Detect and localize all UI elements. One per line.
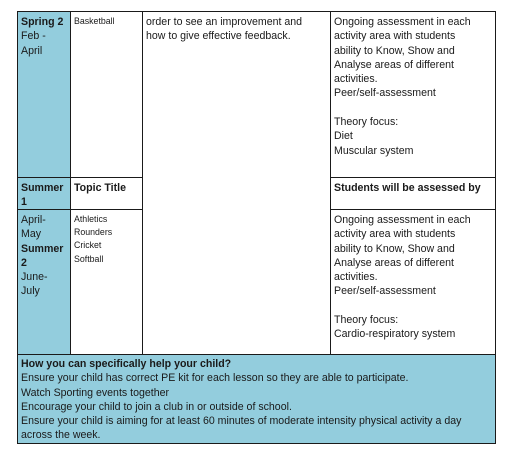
assessment-line: ability to Know, Show and (334, 242, 455, 255)
summer2-term-label: Summer (21, 242, 64, 255)
topic-title-header: Topic Title (71, 178, 143, 210)
help-line: Watch Sporting events together (21, 386, 170, 399)
assessment-line: Peer/self-assessment (334, 87, 436, 100)
spring-assessment-cell (331, 12, 495, 178)
help-line: across the week. (21, 429, 101, 442)
help-line: Encourage your child to join a club in or outside of school. (21, 400, 292, 413)
assessment-line: activity area with students (334, 228, 456, 241)
summer-objectives-cell (143, 178, 331, 355)
summer-dates-line: July (21, 285, 40, 298)
assessment-line: Analyse areas of different (334, 58, 454, 71)
theory-item: Muscular system (334, 144, 414, 157)
assessment-line: activities. (334, 73, 378, 86)
summer-assessment-cell (331, 210, 495, 355)
assessment-line: ability to Know, Show and (334, 44, 455, 57)
summer1-term-number: 1 (21, 196, 27, 209)
theory-focus-label: Theory focus: (334, 314, 399, 327)
summer1-term-cell (18, 178, 71, 210)
assessment-line: Ongoing assessment in each (334, 16, 471, 28)
pe-curriculum-table (17, 11, 496, 444)
spring-term-cell (18, 12, 71, 178)
theory-item: Diet (334, 130, 353, 143)
assessment-line: Ongoing assessment in each (334, 214, 471, 226)
spring-objectives-cell (143, 12, 331, 178)
summer1-term-label: Summer (21, 182, 64, 194)
objective-line: order to see an improvement and (146, 16, 303, 28)
spring-activities-cell (71, 12, 143, 178)
spring-term-label: Spring 2 (21, 16, 64, 28)
spring-dates-line: Feb - (21, 30, 46, 43)
assessment-line: activities. (334, 271, 378, 284)
assessment-line: Analyse areas of different (334, 256, 454, 269)
activity-item: Rounders (74, 227, 113, 238)
theory-item: Cardio-respiratory system (334, 328, 456, 341)
theory-focus-label: Theory focus: (334, 116, 399, 129)
summer-dates-line: June- (21, 271, 48, 284)
help-heading: How you can specifically help your child? (21, 358, 232, 370)
assessed-by-header: Students will be assessed by (331, 178, 495, 210)
help-section (18, 355, 495, 443)
activity-item: Athletics (74, 214, 108, 224)
assessment-line: activity area with students (334, 30, 456, 43)
spring-dates-line: April (21, 44, 43, 57)
assessment-line: Peer/self-assessment (334, 285, 436, 298)
summer-term-cell (18, 210, 71, 355)
summer2-term-number: 2 (21, 256, 27, 269)
activity-item: Softball (74, 253, 104, 264)
activity-item: Basketball (74, 16, 115, 26)
activity-item: Cricket (74, 240, 102, 251)
help-line: Ensure your child has correct PE kit for each lesson so they are able to participate. (21, 372, 409, 385)
help-line: Ensure your child is aiming for at least 60 minutes of moderate intensity physical activity a day (21, 415, 462, 428)
summer-dates-line: April- (21, 214, 46, 226)
summer-activities-cell (71, 210, 143, 355)
objective-line: how to give effective feedback. (146, 30, 291, 43)
summer-dates-line: May (21, 228, 42, 241)
